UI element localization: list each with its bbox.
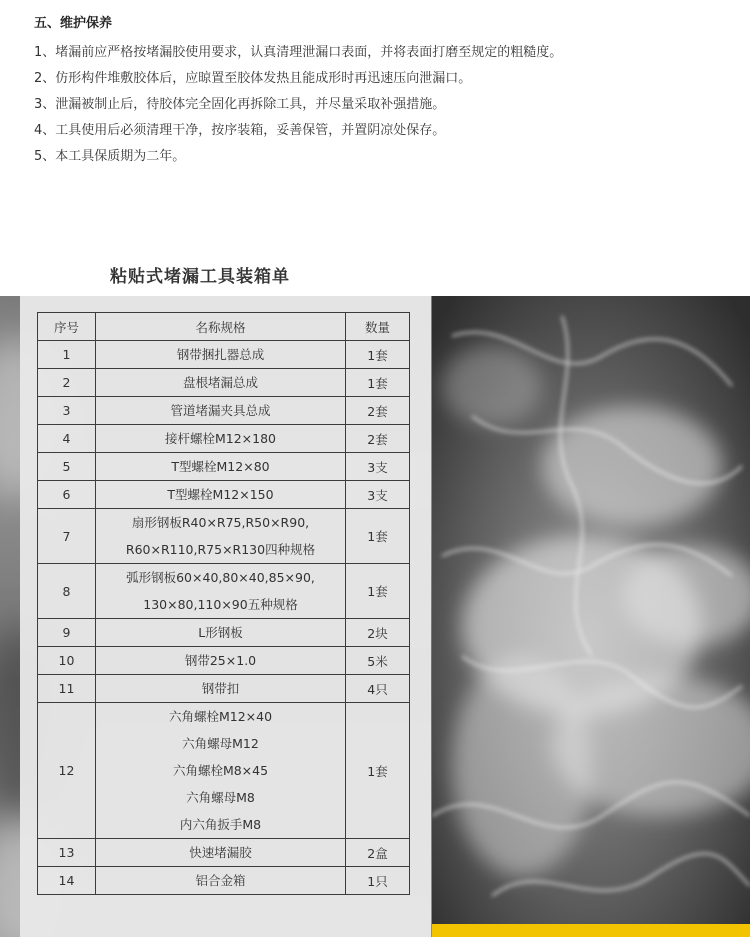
item-name	[96, 703, 346, 839]
item-name	[96, 564, 346, 619]
item-quantity: 1套	[346, 341, 410, 369]
table-row	[38, 867, 410, 895]
item-name-line: 铝合金箱	[195, 873, 246, 888]
maintenance-item: 5、本工具保质期为二年。	[34, 149, 186, 164]
item-name-line: T型螺栓M12×80	[171, 459, 270, 474]
item-name-line: 盘根堵漏总成	[182, 375, 258, 390]
table-row	[38, 341, 410, 369]
item-name-line: 六角螺栓M12×40	[168, 709, 273, 724]
item-name-line: 六角螺栓M8×45	[172, 763, 269, 778]
item-name-line: L形钢板	[198, 625, 243, 640]
row-number: 10	[38, 647, 96, 675]
item-quantity: 5米	[346, 647, 410, 675]
row-number: 3	[38, 397, 96, 425]
item-quantity: 1套	[346, 509, 410, 564]
table-row	[38, 839, 410, 867]
item-name-line: 内六角扳手M8	[179, 817, 262, 832]
item-name	[96, 341, 346, 369]
row-number: 5	[38, 453, 96, 481]
packing-list-table	[37, 312, 410, 895]
smoke-photo	[432, 296, 750, 924]
item-name	[96, 839, 346, 867]
item-quantity: 1套	[346, 564, 410, 619]
row-number: 14	[38, 867, 96, 895]
item-quantity: 4只	[346, 675, 410, 703]
item-name-line: 快速堵漏胶	[189, 845, 252, 860]
table-row	[38, 397, 410, 425]
table-row	[38, 619, 410, 647]
maintenance-heading: 五、维护保养	[34, 16, 113, 31]
item-name-line: 钢带扣	[201, 681, 240, 696]
accent-bar	[432, 924, 750, 937]
item-name	[96, 509, 346, 564]
row-number: 2	[38, 369, 96, 397]
table-header-row	[38, 313, 410, 341]
item-name	[96, 369, 346, 397]
item-quantity: 2套	[346, 397, 410, 425]
item-name-line: 接杆螺栓M12×180	[164, 431, 277, 446]
header-no: 序号	[38, 313, 96, 341]
item-name-line: R60×R110,R75×R130四种规格	[125, 542, 316, 557]
item-name	[96, 647, 346, 675]
maintenance-item: 2、仿形构件堆敷胶体后，应晾置至胶体发热且能成形时再迅速压向泄漏口。	[34, 71, 472, 86]
item-name-line: T型螺栓M12×150	[167, 487, 274, 502]
table-row	[38, 647, 410, 675]
item-name-line: 六角螺母M12	[182, 736, 259, 751]
maintenance-item: 4、工具使用后必须清理干净，按序装箱，妥善保管，并置阴凉处保存。	[34, 123, 446, 138]
item-name-line: 130×80,110×90五种规格	[143, 597, 298, 612]
item-name	[96, 481, 346, 509]
item-name	[96, 453, 346, 481]
table-row	[38, 481, 410, 509]
table-row	[38, 425, 410, 453]
maintenance-section	[34, 14, 734, 170]
item-quantity: 2盒	[346, 839, 410, 867]
packing-list-title: 粘贴式堵漏工具装箱单	[110, 267, 290, 287]
header-qty: 数量	[346, 313, 410, 341]
row-number: 12	[38, 703, 96, 839]
item-name-line: 钢带25×1.0	[184, 653, 257, 668]
row-number: 13	[38, 839, 96, 867]
item-name-line: 扇形钢板R40×R75,R50×R90,	[131, 515, 310, 530]
item-quantity: 2套	[346, 425, 410, 453]
table-row	[38, 369, 410, 397]
item-name	[96, 425, 346, 453]
table-row	[38, 703, 410, 839]
row-number: 9	[38, 619, 96, 647]
header-name: 名称规格	[96, 313, 346, 341]
item-quantity: 1套	[346, 703, 410, 839]
item-name	[96, 619, 346, 647]
item-name-line: 弧形钢板60×40,80×40,85×90,	[126, 570, 315, 585]
row-number: 7	[38, 509, 96, 564]
item-quantity: 1套	[346, 369, 410, 397]
table-row	[38, 564, 410, 619]
table-row	[38, 453, 410, 481]
item-quantity: 2块	[346, 619, 410, 647]
item-name-line: 管道堵漏夹具总成	[170, 403, 271, 418]
maintenance-item: 1、堵漏前应严格按堵漏胶使用要求，认真清理泄漏口表面，并将表面打磨至规定的粗糙度。	[34, 45, 563, 60]
item-quantity: 1只	[346, 867, 410, 895]
item-quantity: 3支	[346, 481, 410, 509]
item-name-line: 钢带捆扎器总成	[176, 347, 265, 362]
item-name-line: 六角螺母M8	[186, 790, 255, 805]
item-quantity: 3支	[346, 453, 410, 481]
table-row	[38, 509, 410, 564]
table-row	[38, 675, 410, 703]
row-number: 6	[38, 481, 96, 509]
row-number: 11	[38, 675, 96, 703]
maintenance-item: 3、泄漏被制止后，待胶体完全固化再拆除工具，并尽量采取补强措施。	[34, 97, 446, 112]
row-number: 8	[38, 564, 96, 619]
item-name	[96, 675, 346, 703]
item-name	[96, 397, 346, 425]
row-number: 4	[38, 425, 96, 453]
item-name	[96, 867, 346, 895]
row-number: 1	[38, 341, 96, 369]
